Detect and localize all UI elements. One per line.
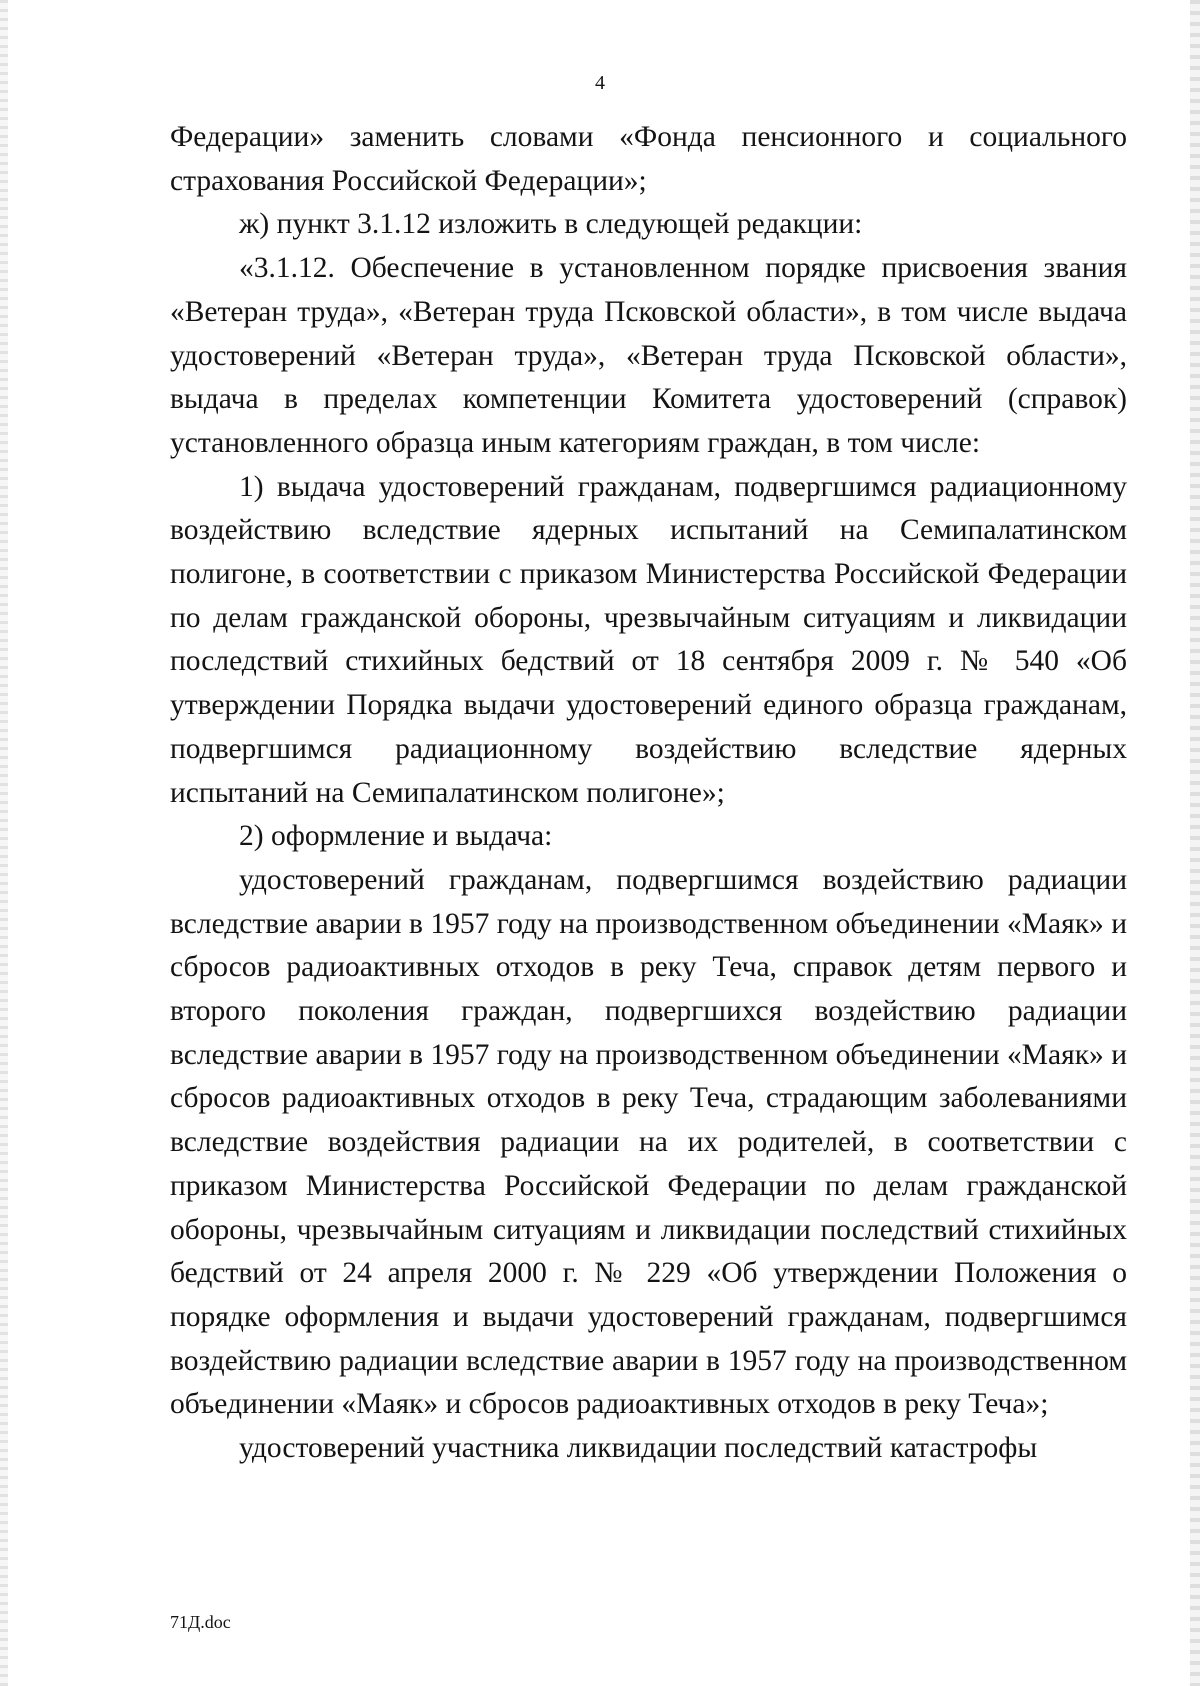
page-number: 4 — [595, 72, 605, 94]
paragraph-item-1: 1) выдача удостоверений гражданам, подвергшимся радиационному воздействию вследствие ядерных испытаний на Семипалатинском полигоне, в соответствии с приказом Министерства Российской Федерации по делам гражданской обороны, чрезвычайным ситуациям и ликвидации последствий стихийных бедствий от 18 сентября 2009 г. № 540 «Об утверждении Порядка выдачи удостоверений единого образца гражданам, подвергшимся радиационному воздействию вследствие ядерных испытаний на Семипалатинском полигоне»; — [170, 470, 1127, 809]
paragraph-item-zh: ж) пункт 3.1.12 изложить в следующей редакции: — [239, 208, 863, 241]
paragraph-3-1-12: «3.1.12. Обеспечение в установленном порядке присвоения звания «Ветеран труда», «Ветеран труда Псковской области», в том числе выдача удостоверений «Ветеран труда», «Ветеран труда Псковской области», выдача в пределах компетенции Комитета удостоверений (справок) установленного образца иным категориям граждан, в том числе: — [170, 252, 1127, 459]
paragraph-continuation: Федерации» заменить словами «Фонда пенсионного и социального страхования Российской Федерации»; — [170, 121, 1127, 197]
paragraph-item-2: 2) оформление и выдача: — [239, 820, 553, 853]
document-body — [170, 116, 1127, 1471]
footer-filename: 71Д.doc — [170, 1612, 231, 1632]
paragraph-mayak-certificates: удостоверений гражданам, подвергшимся воздействию радиации вследствие аварии в 1957 году на производственном объединении «Маяк» и сбросов радиоактивных отходов в реку Теча, справок детям первого и второго поколения граждан, подвергшихся воздействию радиации вследствие аварии в 1957 году на производственном объединении «Маяк» и сбросов радиоактивных отходов в реку Теча, страдающим заболеваниями вследствие воздействия радиации на их родителей, в соответствии с приказом Министерства Российской Федерации по делам гражданской обороны, чрезвычайным ситуациям и ликвидации последствий стихийных бедствий от 24 апреля 2000 г. № 229 «Об утверждении Положения о порядке оформления и выдачи удостоверений гражданам, подвергшимся воздействию радиации вследствие аварии в 1957 году на производственном объединении «Маяк» и сбросов радиоактивных отходов в реку Теча»; — [170, 863, 1127, 1421]
paragraph-liquidator-certificates: удостоверений участника ликвидации последствий катастрофы — [239, 1432, 1038, 1465]
